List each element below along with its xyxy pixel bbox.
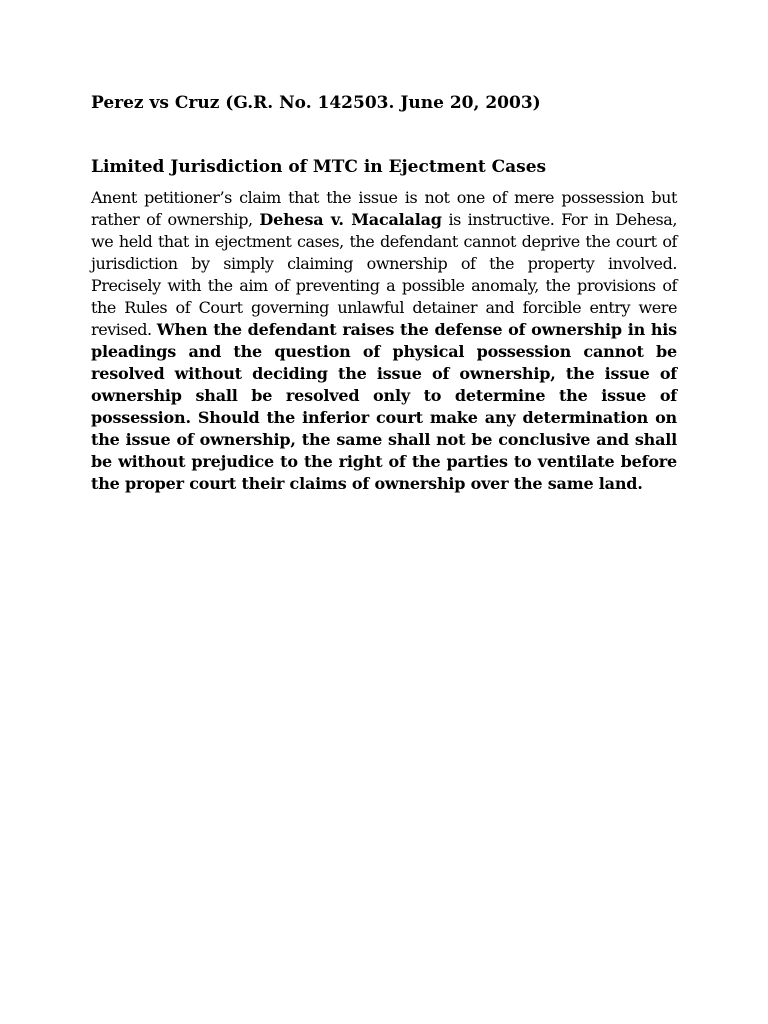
paragraph-continuation-text: is instructive. For in Dehesa, we held that in ejectment cases, the defendant cannot deprive the court of jurisdiction by simply claiming ownership of the property involved. Precisely with the aim of preventing a possible anomaly, the provisions of the Rules of Court governing unlawful detainer and forcible entry were revised. (91, 210, 677, 339)
body-paragraph (91, 187, 677, 495)
paragraph-intro-text: Anent petitioner’s claim that the issue is not one of mere possession but rather of ownership, (91, 188, 677, 229)
cited-case-name: Dehesa v. Macalalag (259, 210, 442, 229)
ruling-text: When the defendant raises the defense of ownership in his pleadings and the question of physical possession cannot be resolved without deciding the issue of ownership, the issue of ownership shall be resolved only to determine the issue of possession. Should the inferior court make any determination on the issue of ownership, the same shall not be conclusive and shall be without prejudice to the right of the parties to ventilate before the proper court their claims of ownership over the same land. (91, 320, 677, 493)
section-heading: Limited Jurisdiction of MTC in Ejectment Cases (91, 157, 547, 177)
case-title: Perez vs Cruz (G.R. No. 142503. June 20, 2003) (91, 93, 541, 113)
